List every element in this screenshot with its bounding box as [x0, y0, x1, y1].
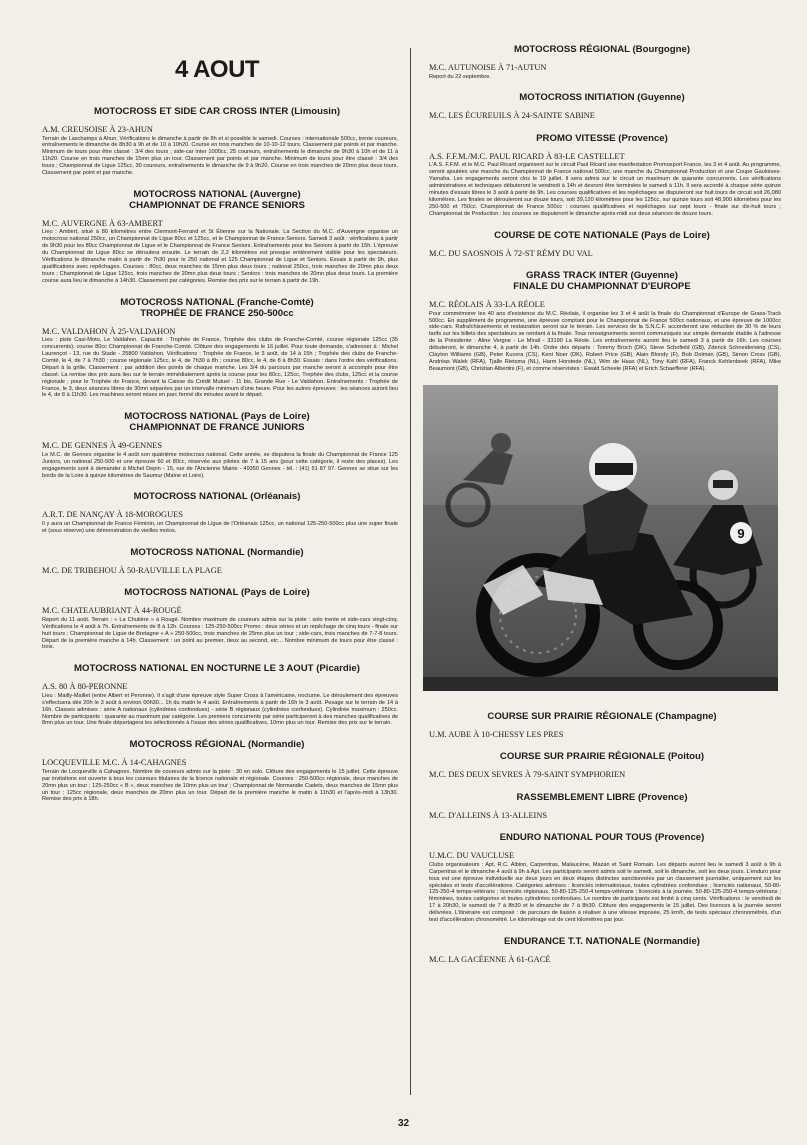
grass-track-photo: [423, 385, 778, 691]
event-listing: [36, 411, 398, 479]
event-heading-line: MOTOCROSS RÉGIONAL (Normandie): [129, 739, 305, 751]
organizing-club: M.C. AUTUNOISE À 71-AUTUN: [429, 63, 547, 72]
event-heading: [423, 832, 781, 843]
event-heading: [36, 491, 398, 502]
event-heading-line: COURSE SUR PRAIRIE RÉGIONALE (Champagne): [487, 710, 717, 722]
event-heading: [423, 792, 781, 803]
organizing-club: U.M.C. DU VAUCLUSE: [429, 851, 515, 861]
organizing-club: M.C. DE TRIBEHOU À 50-RAUVILLE LA PLAGE: [42, 565, 222, 575]
organizing-club: M.C. RÉOLAIS À 33-LA RÉOLE: [429, 300, 545, 310]
number-plate: 9: [737, 525, 745, 541]
organizing-club: U.M. AUBE À 10-CHESSY LES PRES: [429, 729, 564, 739]
right-top-sections: [423, 44, 781, 373]
event-listing: [36, 547, 398, 576]
event-heading-line: ENDURANCE T.T. NATIONALE (Normandie): [504, 935, 700, 947]
event-heading-line: MOTOCROSS NATIONAL (Pays de Loire): [124, 587, 310, 599]
event-heading: [423, 711, 781, 722]
organizing-club: M.C. D'ALLEINS À 13-ALLEINS: [429, 810, 548, 820]
event-heading-line: MOTOCROSS NATIONAL (Normandie): [130, 546, 304, 558]
event-heading-line: FINALE DU CHAMPIONNAT D'EUROPE: [513, 281, 691, 293]
event-heading-line: COURSE SUR PRAIRIE RÉGIONALE (Poitou): [499, 751, 705, 763]
organizing-club: M.C. LES ÉCUREUILS À 24-SAINTE SABINE: [429, 111, 595, 121]
event-listing: [36, 739, 398, 803]
organizing-club: A.S. 80 À 80-PERONNE: [42, 682, 128, 692]
organizing-club: M.C. LA GACÉENNE À 61-GACÉ: [429, 954, 551, 964]
event-heading: [36, 189, 398, 211]
event-heading: [36, 547, 398, 558]
event-listing: [423, 133, 781, 218]
event-heading: [36, 739, 398, 750]
event-heading: [423, 44, 781, 55]
event-heading: [423, 751, 781, 762]
event-details: L'A.S. F.F.M. et le M.C. Paul Ricard organisent sur le circuit Paul Ricard une manifestation Promosport France, les 3 et 4 août. Au programme, seront ajoutées une manche du Championnat de France national 500cc, une manche du Championnat Production et une Coupe Gauloises-Yamaha. Les engagements seront clos le 19 juillet. Il sera admis sur le circuit un maximum de quarante concurrents. Les vérifications administratives et techniques débuteront le vendredi à 14h et devront être terminées le samedi à 11h. Il sera accordé à chaque série quinze minutes d'essais libres le 3 août à partir de 9h. Les courses qualificatives et les repêchages se disputeront sur huit tours de circuit soit 26,080 kilomètres. Les finales se dérouleront sur douze tours, soit 39,120 kilomètres pour les 125cc, sur quinze tours soit 48,900 kilomètres pour les 250-500 et 750cc. Championnat de France 500cc : courses qualificatives et repêchages sur sept tours - finale sur dix-huit tours ; Championnat de Production : les courses se disputeront le dimanche après-midi sur deux séances de douze tours.: [429, 162, 781, 217]
event-listing: [423, 270, 781, 373]
event-details: Lieu : piste Casi-Moto, Le Valdahon. Capacité : Trophée de France, Trophée des clubs de Franche-Comté, course régionale 125cc (35 concurrents), course 80cc Championnat de Franche-Comté. Clôture des engagements le 16 juillet. Pour toute demande, s'adresser à : Michel Laurençot - 13, rue du Stade - 25800 Valdahon. Vérifications : Trophée de France, le 3 août, de 14 à 15h ; Trophée des clubs de Franche-Comté, le 4, de 7 à 7h30 ; course régionale 125cc, le 4, de 7h30 à 8h ; course 80cc, le 4, de 8 à 8h30. Essais : dans l'ordre des vérifications. Départ à la grille. Classement : par addition des points de chaque manche. Les 3/4 du parcours par manche seront à accomplir pour être classé. La remise des prix aura lieu sur le terrain immédiatement après la course pour les 80cc, 125cc, Trophée des clubs, 125cc et la course régionale ; pour le Trophée de France, devant la Caisse du Crédit Mutuel - 11 bis, Grande Rue - Le Valdahon. Entraînements : Trophée de France, le 3, deux séances libres de 30mn séparées par un intervalle minimum d'une heure. Pour les autres épreuves : les séances auront lieu le 4, de 8 à 11h30. Les machines seront mises en parc fermé dix minutes avant le départ.: [42, 337, 398, 399]
event-details: Lieu : Ambert, situé à 80 kilomètres entre Clermont-Ferrand et St Étienne sur la Nationale. La Section du M.C. d'Auvergne organise un motocross national 250cc, un Championnat de Ligue 80cc et 125cc, et le Championnat de France Seniors. Samedi 3 août : vérifications à partir de 9h30 pour les 80cc Championnat de Ligue et le Championnat de France Seniors. Entraînements pour les Seniors à partir de 15h. L'épreuve du Championnat de Ligue 80cc se déroulera ensuite. Le terrain de 2,2 kilomètres est presque entièrement visible pour les spectateurs. Vérifications le dimanche matin à partir de 7h30 pour le 250 national et 125 Championnat de Ligue et Seniors. Essais à partir de 9h, plus qualifications avec repêchages. Courses : 80cc, deux manches de 15mn plus deux tours ; national 250cc, trois manches de 20mn plus deux tours ; Championnat de Ligue 125cc, trois manches de 20mn plus deux tours ; Seniors : trois manches de 20mn plus deux tours. La première course aura lieu le dimanche à 14h30. Classement par catégories. Remise des prix sur le terrain à partir de 19h.: [42, 229, 398, 284]
event-listing: [423, 711, 781, 740]
event-listing: [423, 44, 781, 80]
event-listing: [36, 663, 398, 727]
event-details: Lieu : Mailly-Maillet (entre Albert et Peronne). Il s'agit d'une épreuve style Super Cross à l'américaine, nocturne. Le déroulement des épreuves s'effectuera dès 20h le 3 août à environ 00h30... 1h du matin le 4 août. Entraînements à partir de 16h le 3 août. Pesage sur le terrain de 14 à 16h. Classes admises : série A nationaux (cylindrées confondues) - série B régionaux (cylindrées confondues). Cylindrée maximum : 250cc. Nombre de participants : quarante au maximum par catégorie. Les premiers concurrents par série participeront à des manches qualificatives de 8mn plus un tour. Une finale départagera les sélectionnés à l'issue des séries qualificatives, 10mn plus un tour. Remise des prix sur le terrain.: [42, 692, 398, 727]
organizing-club: M.C. CHATEAUBRIANT À 44-ROUGÉ: [42, 606, 182, 616]
organizing-club: M.C. AUVERGNE À 63-AMBERT: [42, 218, 163, 228]
organizing-club: A.M. CREUSOISE À 23-AHUN: [42, 125, 153, 134]
event-heading: [423, 936, 781, 947]
event-listing: [36, 297, 398, 400]
event-heading-line: CHAMPIONNAT DE FRANCE SENIORS: [129, 199, 305, 211]
event-heading-line: TROPHÉE DE FRANCE 250-500cc: [140, 307, 294, 319]
date-title: 4 AOUT: [174, 56, 260, 83]
event-heading-line: RASSEMBLEMENT LIBRE (Provence): [516, 791, 688, 803]
event-heading-line: CHAMPIONNAT DE FRANCE JUNIORS: [129, 422, 305, 434]
event-heading-line: MOTOCROSS NATIONAL EN NOCTURNE LE 3 AOUT (Picardie): [74, 663, 360, 675]
event-listing: [423, 230, 781, 259]
event-listing: [423, 936, 781, 965]
event-heading: [36, 411, 398, 433]
right-column: [423, 44, 781, 1103]
event-heading-line: ENDURO NATIONAL POUR TOUS (Provence): [499, 832, 705, 844]
column-divider: [410, 48, 411, 1095]
organizing-club: M.C. VALDAHON À 25-VALDAHON: [42, 326, 176, 336]
page-number: 32: [397, 1118, 410, 1129]
organizing-club: A.R.T. DE NANÇAY À 18-MOROGUES: [42, 510, 183, 520]
left-column: [36, 44, 398, 1103]
event-details: Terrain de Laschamps à Ahun. Vérifications le dimanche à partir de 8h et si possible le samedi. Courses : internationale 500cc, trente coureurs, entraînements le dimanche de 8h30 à 9h et de 10 à 10h20. Course en trois manches de 10-10-12 tours. Classement par points et par manche. Minimum de tours pour être classé : 3/4 des tours ; side-car inter 1000cc, 25 coureurs, entraînements le dimanche de 9h30 à 10h et de 11 à 11h20. Course en trois manches de 15mn plus un tour. Classement par points et par manche. Minimum de tours pour être classé : 3/4 des tours ; Championnat de Ligue 125cc, 30 coureurs, entraînements le dimanche de 9 à 9h20. Course en trois manches de 20mn plus deux tours. Classement par point et par manche.: [42, 135, 398, 177]
event-heading: [36, 587, 398, 598]
event-listing: [423, 92, 781, 121]
event-heading: [423, 133, 781, 144]
organizing-club: A.S. F.F.M./M.C. PAUL RICARD À 83-LE CASTELLET: [429, 151, 625, 161]
event-listing: [36, 106, 398, 177]
event-heading-line: MOTOCROSS NATIONAL (Franche-Comté): [120, 296, 314, 308]
left-sections: [36, 106, 398, 803]
event-details: Report du 22 septembre.: [429, 73, 491, 80]
event-details: Clubs organisateurs : Apt, R.C. Albion, Carpentras, Malaucène, Mazan et Saint Romain. Les départs auront lieu le samedi 3 août à 9h à Carpentras et le dimanche 4 août à 9h à Apt. Les participants seront admis soit le samedi, soit le dimanche, soit les deux jours. L'enduro pour tous est une épreuve individuelle sur deux jours en deux étapes distinctes sanctionnées par un classement journalier, uniquement sur les spéciales et tests d'accélérations. Catégories admises : licenciés internationaux, toutes cylindrées confondues ; licenciés nationaux, 50-80-125-250-4 temps-vétérans ; licenciés régionaux, 50-80-125-250-4 temps-vétérans ; licenciés à la journée, 50-80-125-250-4 temps-vétérans ; féminines, toutes catégories et toutes cylindrées confondues. Le nombre de participants est limité à cinq cents. Vérifications : le vendredi de 17 à 20h30, le samedi de 7 à 8h30 et le dimanche de 7 à 8h30. Clôture des engagements le 15 juillet. Des licences à la journée seront délivrées. L'itinéraire est composé : de parcours de liaison à réaliser à une vitesse imposée, 25 km/h, de tests spéciaux chronométrés, d'un test d'accélération chronométré. Le kilométrage est de cent kilomètres par jour.: [429, 861, 781, 924]
event-heading: [36, 106, 398, 117]
event-heading: [423, 230, 781, 241]
event-listing: [423, 751, 781, 780]
organizing-club: LOCQUEVILLE M.C. À 14-CAHAGNES: [42, 758, 187, 768]
photo-illustration: [423, 385, 778, 691]
organizing-club: M.C. DE GENNES À 49-GENNES: [42, 441, 163, 451]
event-heading: [36, 663, 398, 674]
event-heading: [423, 270, 781, 292]
event-heading-line: MOTOCROSS NATIONAL (Pays de Loire): [124, 411, 310, 423]
event-listing: [36, 587, 398, 651]
event-details: Report du 11 août. Terrain : « La Chutière » à Rougé. Nombre maximum de coureurs admis sur la piste : solo trente et side-cars vingt-cinq. Vérifications le 4 août à 7h. Entraînements de 8 à 12h. Courses : 125-250-500cc Promo : deux séries et un repêchage de cinq tours - finale sur huit tours ; Championnat de Ligue de Bretagne « A » 250-500cc, trois manches de 25mn plus un tour ; side-cars, trois manches de 7-7-8 tours. Départ de la première manche à 14h. Classement : un point au premier, deux au second, etc... Nombre minimum de tours pour être classé : trois.: [42, 616, 398, 651]
event-details: Terrain de Locqueville à Cahagnes. Nombre de coureurs admis sur la piste : 30 en solo. Clôture des engagements le 15 juillet. Cette épreuve par invitations est ouverte à tous les coureurs titulaires de la licence nationale et régionale. Courses : 250-500cc régionale, deux manches de 20mn plus un tour ; 125-250cc « B », deux manches de 10mn plus un tour ; Championnat de Normandie Cadets, deux manches de 15mn plus un tour ; 125cc régionale, deux manches de 20mn plus un tour. Départ de la première manche le matin à 11h30 et l'après-midi à 13h30. Remise des prix à 18h.: [42, 768, 398, 803]
organizing-club: M.C. DES DEUX SEVRES À 79-SAINT SYMPHORIEN: [429, 770, 626, 780]
event-heading-line: PROMO VITESSE (Provence): [536, 132, 668, 144]
event-listing: [36, 189, 398, 285]
event-heading: [423, 92, 781, 103]
event-heading-line: MOTOCROSS NATIONAL (Auvergne): [133, 188, 301, 200]
event-listing: [423, 832, 781, 924]
event-details: Le M.C. de Gennes organise le 4 août son quatrième motocross national. Cette année, se disputera la finale du Championnat de France 125 Juniors, un national 250-500 et une épreuve 60 et 80cc, réservée aux pilotes de 7 à 15 ans (pour cette catégorie, il reste des places). Les engagements sont à demander à Michel Depin - 15, rue de l'Ancienne Mairie - 49350 Gennes - tél. : (41) 51 87 97. Gennes se situe sur les bords de la Loire à quinze kilomètres de Saumur (Maine et Loire).: [42, 451, 398, 479]
event-heading: [36, 297, 398, 319]
event-heading-line: COURSE DE COTE NATIONALE (Pays de Loire): [494, 229, 710, 241]
event-listing: [36, 491, 398, 534]
event-heading-line: GRASS TRACK INTER (Guyenne): [526, 270, 678, 282]
event-heading-line: MOTOCROSS INITIATION (Guyenne): [519, 92, 685, 104]
organizing-club: M.C. DU SAOSNOIS À 72-ST RÉMY DU VAL: [429, 248, 593, 258]
event-details: Pour commémorer les 40 ans d'existence du M.C. Réolais, il organise les 3 et 4 août la finale du Championnat d'Europe de Grass-Track 500cc. En supplément de programme, une épreuve comptant pour le Championnat de France 500cc nationaux, et une épreuve de 1000cc side-cars. Rafraîchissements et restauration seront sur le terrain. Les services de la S.N.C.F. accorderont une réduction de 30 % de leurs tarifs sur les billets des spectateurs se rendant à la finale. Tous renseignements seront communiqués sur simple demande établie à l'adresse de la Présidente : Aline Vergne - Le Mirail - 33190 La Réole. Les entraînements auront lieu le samedi 3 à partir de 16h. Les courses débuteront, le dimanche 4, à partir de 14h. Ordre des départs : Tommy Broch (DK), Steve Schofield (GB), Zdenck Schneiderwing (CS), Clayton Williams (GB), Peter Kucera (CS), Kent Noer (DK), Robert Price (GB), Alain Blondy (F), Bob Dolman (GB), Simon Cross (GB), Andréas Walek (RFA), Tjalle Rietsma (NL), Harm Horstede (NL), Wim de Haas (NL), Tony Kahl (RFA), Franck Kehlenbeek (RFA), Mike Beaumont (GB), Christian Albertini (F), et comme réservistes : Ewald Scheele (RFA) et Erich Schaefferer (RFA).: [429, 310, 781, 372]
event-heading-line: MOTOCROSS ET SIDE CAR CROSS INTER (Limousin): [93, 106, 341, 117]
right-bottom-sections: [423, 711, 781, 965]
event-details: Il y aura un Championnat de France Féminin, un Championnat de Ligue de l'Orléanais 125cc, un national 125-250-500cc plus une super finale et (sous réserve) une démonstration de vieilles motos.: [42, 520, 398, 534]
event-heading-line: MOTOCROSS RÉGIONAL (Bourgogne): [513, 44, 691, 55]
event-heading-line: MOTOCROSS NATIONAL (Orléanais): [133, 491, 301, 503]
event-listing: [423, 792, 781, 821]
